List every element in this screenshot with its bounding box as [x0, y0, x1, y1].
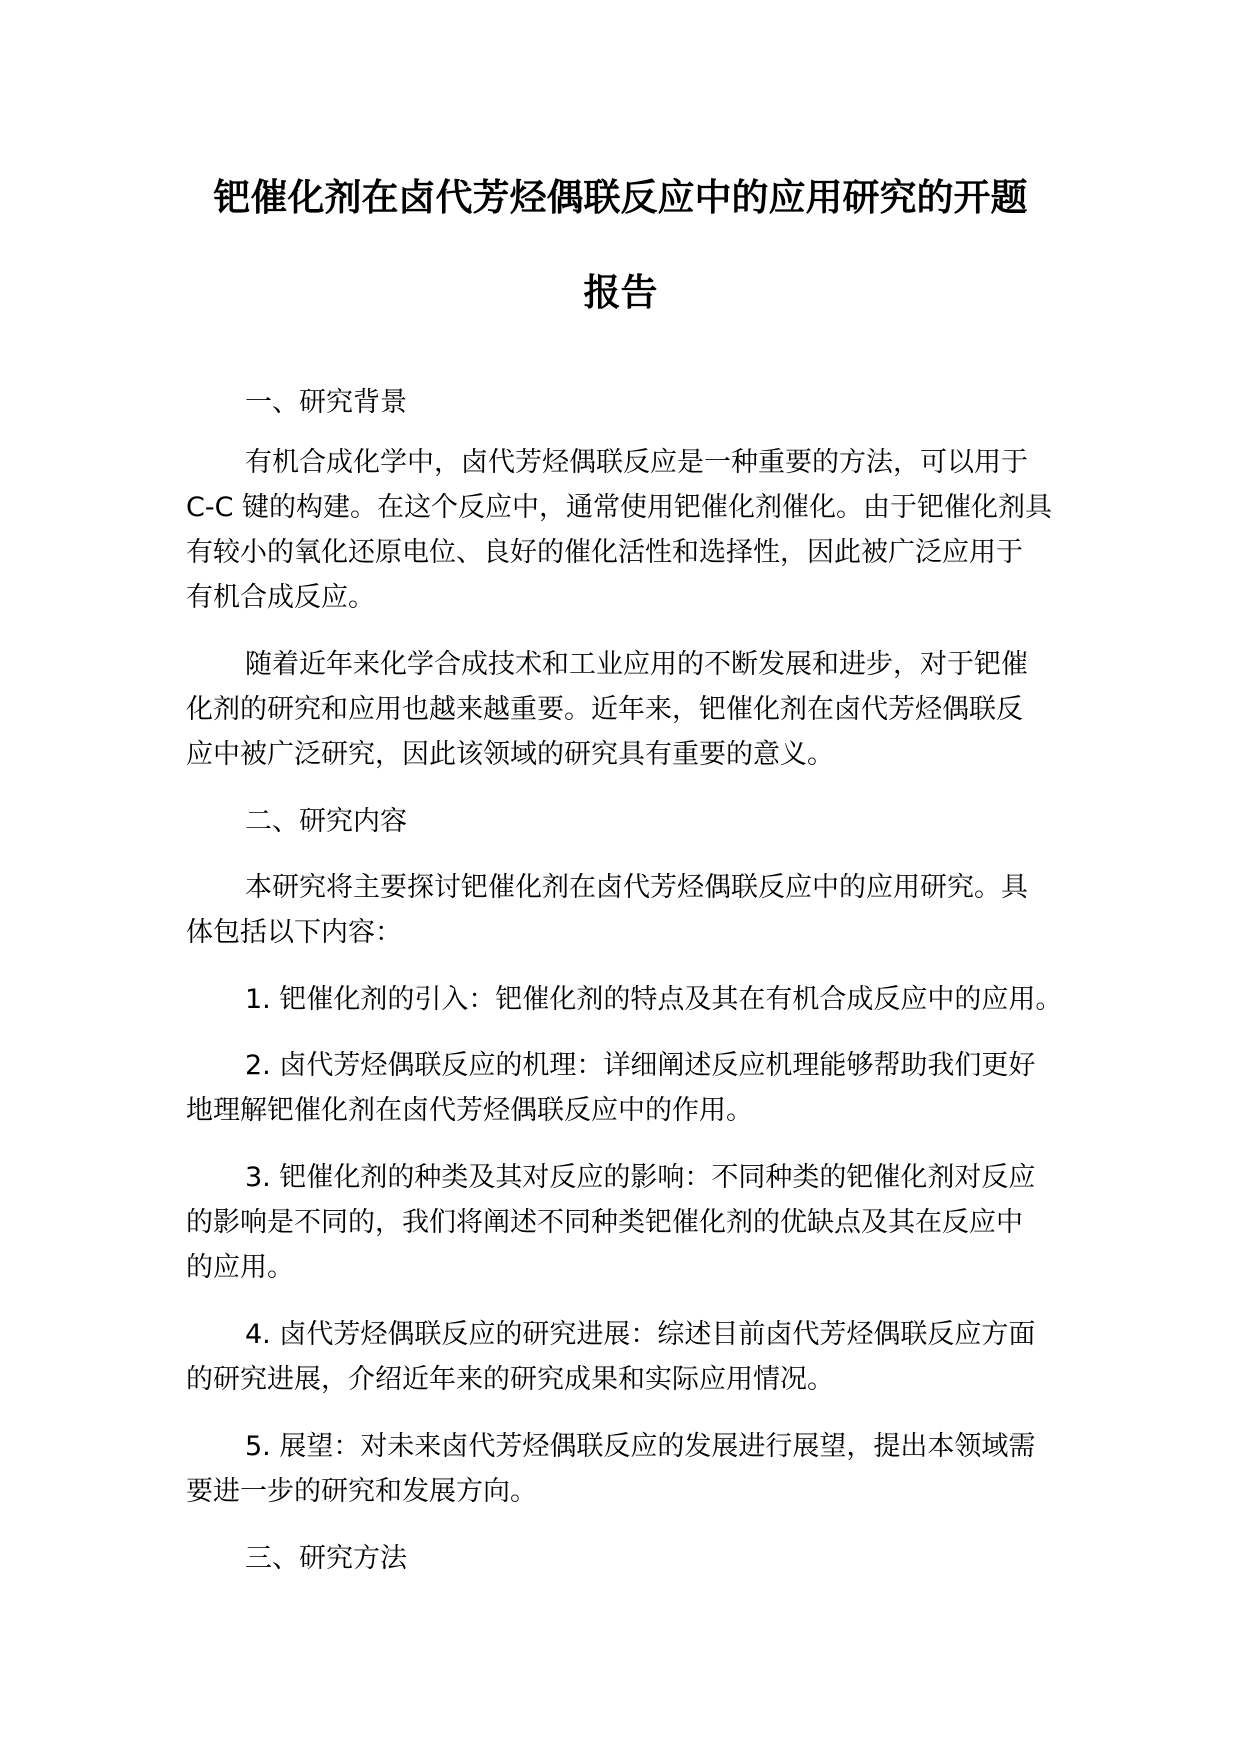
- paragraph-line: 应中被广泛研究，因此该领域的研究具有重要的意义。: [186, 739, 834, 770]
- paragraph-line: 体包括以下内容：: [186, 917, 402, 948]
- section-heading-background: 一、研究背景: [245, 387, 407, 418]
- list-item-4-continued: 的研究进展，介绍近年来的研究成果和实际应用情况。: [186, 1364, 834, 1395]
- paragraph-line: 本研究将主要探讨钯催化剂在卤代芳烃偶联反应中的应用研究。具: [245, 872, 1028, 903]
- paragraph-line: 有机合成反应。: [186, 582, 375, 613]
- list-item-3-continued: 的应用。: [186, 1252, 294, 1283]
- list-item-3-continued: 的影响是不同的，我们将阐述不同种类钯催化剂的优缺点及其在反应中: [186, 1207, 1023, 1238]
- list-item-3: 3. 钯催化剂的种类及其对反应的影响：不同种类的钯催化剂对反应: [245, 1162, 1036, 1193]
- list-item-2: 2. 卤代芳烃偶联反应的机理：详细阐述反应机理能够帮助我们更好: [245, 1050, 1036, 1081]
- document-title-line-2: 报告: [583, 271, 658, 314]
- section-heading-methods: 三、研究方法: [245, 1543, 407, 1574]
- paragraph-line: 化剂的研究和应用也越来越重要。近年来，钯催化剂在卤代芳烃偶联反: [186, 694, 1023, 725]
- paragraph-line: 有机合成化学中，卤代芳烃偶联反应是一种重要的方法，可以用于: [245, 447, 1028, 478]
- list-item-4: 4. 卤代芳烃偶联反应的研究进展：综述目前卤代芳烃偶联反应方面: [245, 1319, 1036, 1350]
- paragraph-line: 随着近年来化学合成技术和工业应用的不断发展和进步，对于钯催: [245, 649, 1028, 680]
- section-heading-content: 二、研究内容: [245, 806, 407, 837]
- paragraph-line: C-C 键的构建。在这个反应中，通常使用钯催化剂催化。由于钯催化剂具: [186, 492, 1053, 523]
- list-item-1: 1. 钯催化剂的引入：钯催化剂的特点及其在有机合成反应中的应用。: [245, 984, 1063, 1015]
- paragraph-line: 有较小的氧化还原电位、良好的催化活性和选择性，因此被广泛应用于: [186, 537, 1023, 568]
- list-item-5: 5. 展望：对未来卤代芳烃偶联反应的发展进行展望，提出本领域需: [245, 1431, 1036, 1462]
- list-item-2-continued: 地理解钯催化剂在卤代芳烃偶联反应中的作用。: [186, 1095, 753, 1126]
- document-title-line-1: 钯催化剂在卤代芳烃偶联反应中的应用研究的开题: [213, 176, 1028, 219]
- list-item-5-continued: 要进一步的研究和发展方向。: [186, 1476, 537, 1507]
